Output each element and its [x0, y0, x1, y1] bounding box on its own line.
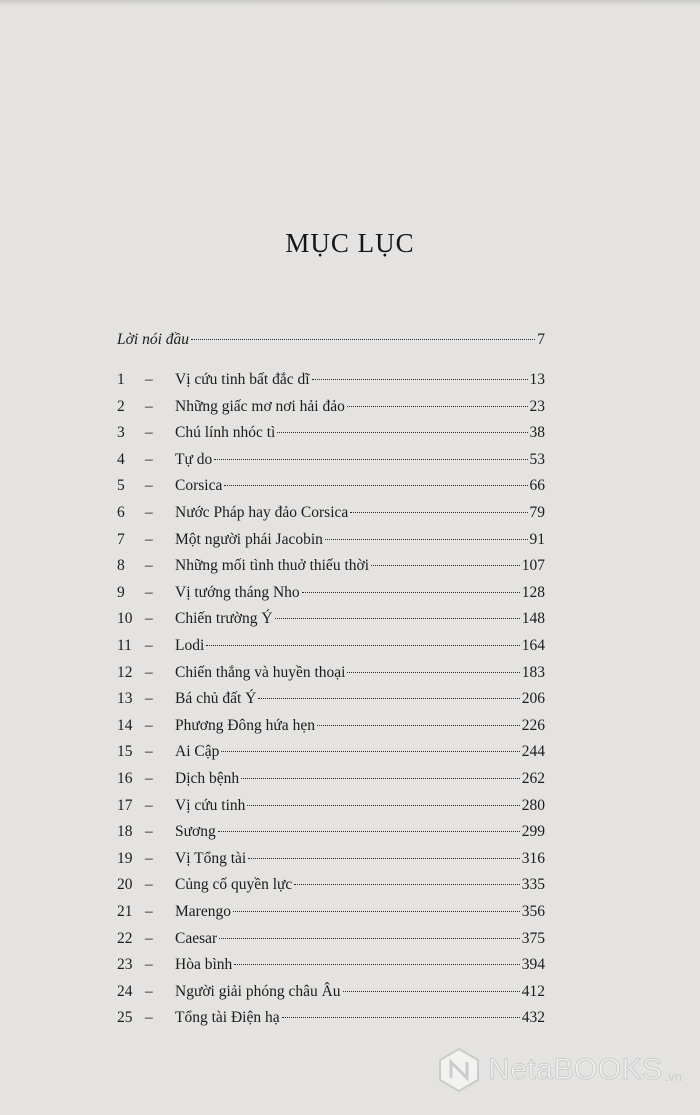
toc-entry-page: 244 [521, 743, 545, 761]
chapter-dash: – [145, 956, 153, 974]
toc-entry-chapter-2[interactable] [117, 394, 545, 420]
chapter-number: 3 [117, 424, 125, 442]
toc-entry-title: Người giải phóng châu Âu [175, 982, 341, 1000]
toc-entry-title: Vị cứu tinh bất đắc dĩ [175, 371, 310, 388]
dot-leader [317, 725, 520, 726]
dot-leader [275, 618, 520, 619]
chapter-number: 18 [117, 823, 133, 841]
toc-entry-preface[interactable] [117, 327, 545, 353]
page-title: MỤC LỤC [285, 228, 415, 258]
toc-entry-page: 394 [521, 956, 545, 974]
toc-entry-title: Ai Cập [175, 743, 220, 761]
dot-leader [312, 379, 528, 380]
toc-entry-chapter-16[interactable] [117, 766, 545, 792]
chapter-number: 19 [117, 849, 133, 867]
chapter-dash: – [145, 637, 153, 654]
toc-entry-title: Vị cứu tinh [175, 796, 246, 814]
dot-leader [224, 485, 527, 486]
chapter-dash: – [145, 504, 153, 521]
toc-entry-chapter-8[interactable] [117, 553, 545, 579]
dot-leader [347, 406, 528, 407]
toc-entry-page: 375 [521, 929, 545, 947]
watermark-brand: NetaBOOKS [488, 1053, 663, 1086]
dot-leader [277, 432, 527, 433]
toc-entry-chapter-1[interactable] [117, 367, 545, 393]
dot-leader [233, 911, 520, 912]
chapter-dash: – [145, 743, 153, 761]
toc-entry-title: Chiến thắng và huyền thoại [175, 663, 346, 681]
chapter-number: 7 [117, 530, 125, 548]
chapter-dash: – [145, 796, 153, 814]
chapter-dash: – [145, 424, 153, 442]
toc-entry-chapter-13[interactable] [117, 686, 545, 712]
toc-entry-chapter-19[interactable] [117, 846, 545, 872]
dot-leader [371, 565, 520, 566]
toc-entry-page: 91 [529, 530, 545, 548]
dot-leader [218, 831, 520, 832]
toc-entry-title: Phương Đông hứa hẹn [175, 716, 315, 734]
chapter-number: 16 [117, 770, 133, 787]
toc-entry-chapter-3[interactable] [117, 420, 545, 446]
toc-entry-page: 299 [521, 823, 545, 841]
toc-entry-chapter-24[interactable] [117, 979, 545, 1005]
dot-leader [343, 991, 520, 992]
dot-leader [206, 645, 519, 646]
toc-entry-page: 280 [521, 796, 545, 814]
toc-entry-page: 53 [529, 450, 545, 468]
toc-entry-title: Lodi [175, 637, 205, 654]
chapter-number: 23 [117, 956, 133, 974]
chapter-dash: – [145, 477, 153, 495]
toc-entry-chapter-10[interactable] [117, 606, 545, 632]
chapter-dash: – [145, 371, 153, 388]
toc-entry-title: Củng cố quyền lực [175, 876, 293, 894]
watermark-suffix: .vn [664, 1068, 682, 1084]
dot-leader [191, 339, 535, 340]
toc-entry-title: Bá chủ đất Ý [175, 690, 257, 708]
dot-leader [347, 672, 519, 673]
chapter-number: 4 [117, 450, 125, 468]
dot-leader [247, 805, 519, 806]
chapter-dash: – [145, 982, 153, 1000]
dot-leader [219, 938, 520, 939]
chapter-number: 6 [117, 504, 125, 521]
chapter-number: 1 [117, 371, 125, 388]
toc-entry-title: Dịch bệnh [175, 770, 240, 787]
dot-leader [350, 512, 527, 513]
watermark [436, 1047, 682, 1093]
dot-leader [248, 858, 520, 859]
chapter-number: 22 [117, 929, 133, 947]
toc-entry-page: 13 [529, 371, 545, 388]
chapter-dash: – [145, 716, 153, 734]
toc-entry-chapter-6[interactable] [117, 500, 545, 526]
toc-entry-title: Tổng tài Điện hạ [175, 1009, 280, 1027]
toc-entry-title: Những mối tình thuở thiếu thời [175, 557, 369, 575]
chapter-dash: – [145, 876, 153, 894]
dot-leader [302, 592, 520, 593]
chapter-dash: – [145, 690, 153, 708]
chapter-number: 21 [117, 903, 133, 920]
toc-entry-chapter-14[interactable] [117, 713, 545, 739]
toc-entry-chapter-4[interactable] [117, 447, 545, 473]
chapter-dash: – [145, 610, 153, 628]
toc-entry-chapter-11[interactable] [117, 633, 545, 659]
toc-entry-page: 316 [521, 849, 545, 867]
toc-entry-chapter-21[interactable] [117, 899, 545, 925]
chapter-number: 10 [117, 610, 133, 628]
toc-entry-chapter-15[interactable] [117, 739, 545, 765]
chapter-dash: – [145, 557, 153, 575]
toc-entry-chapter-22[interactable] [117, 926, 545, 952]
chapter-dash: – [145, 903, 153, 920]
chapter-dash: – [145, 397, 153, 415]
toc-entry-title: Một người phái Jacobin [175, 530, 323, 548]
toc-entry-title: Caesar [175, 929, 218, 947]
chapter-number: 25 [117, 1009, 133, 1027]
toc-entry-title: Sương [175, 823, 216, 841]
chapter-number: 17 [117, 796, 133, 814]
chapter-number: 2 [117, 397, 125, 415]
toc-entry-chapter-17[interactable] [117, 793, 545, 819]
toc-entry-page: 38 [529, 424, 545, 442]
toc-entry-page: 356 [521, 903, 545, 920]
chapter-number: 15 [117, 743, 133, 761]
toc-entry-title: Nước Pháp hay đảo Corsica [175, 504, 349, 521]
chapter-number: 13 [117, 690, 133, 708]
chapter-number: 9 [117, 583, 125, 601]
page-top-edge [0, 0, 700, 6]
toc-entry-page: 432 [521, 1009, 545, 1027]
chapter-dash: – [145, 450, 153, 468]
toc-entry-chapter-20[interactable] [117, 872, 545, 898]
dot-leader [234, 964, 519, 965]
toc-entry-page: 183 [521, 663, 545, 681]
toc-entry-title: Vị tướng tháng Nho [175, 583, 300, 601]
toc-entry-chapter-5[interactable] [117, 473, 545, 499]
chapter-dash: – [145, 583, 153, 601]
dot-leader [282, 1017, 520, 1018]
chapter-number: 14 [117, 716, 133, 734]
toc-entry-page: 66 [529, 477, 545, 495]
chapter-dash: – [145, 1009, 153, 1027]
toc-entry-page: 7 [537, 331, 545, 348]
toc-entry-page: 262 [521, 770, 545, 787]
chapter-number: 20 [117, 876, 133, 894]
toc-entry-title: Tự do [175, 450, 213, 468]
toc-entry-page: 128 [521, 583, 545, 601]
toc-entry-page: 107 [521, 557, 545, 575]
toc-entry-chapter-7[interactable] [117, 527, 545, 553]
toc-entry-page: 335 [521, 876, 545, 894]
chapter-dash: – [145, 823, 153, 841]
toc-entry-chapter-9[interactable] [117, 580, 545, 606]
chapter-dash: – [145, 849, 153, 867]
chapter-number: 12 [117, 663, 133, 681]
toc-entry-chapter-12[interactable] [117, 660, 545, 686]
dot-leader [258, 698, 519, 699]
toc-entry-chapter-18[interactable] [117, 819, 545, 845]
toc-entry-title: Những giấc mơ nơi hải đảo [175, 397, 345, 415]
chapter-number: 24 [117, 982, 133, 1000]
toc-entry-page: 412 [521, 982, 545, 1000]
dot-leader [214, 459, 527, 460]
toc-entry-page: 164 [521, 637, 545, 654]
toc-entry-page: 79 [529, 504, 545, 521]
toc-entry-page: 206 [521, 690, 545, 708]
chapter-dash: – [145, 929, 153, 947]
dot-leader [325, 539, 528, 540]
chapter-dash: – [145, 530, 153, 548]
toc-entry-chapter-25[interactable] [117, 1005, 545, 1031]
toc-entry-title: Lời nói đầu [117, 331, 190, 348]
dot-leader [221, 751, 519, 752]
toc-entry-page: 23 [529, 397, 545, 415]
chapter-number: 5 [117, 477, 125, 495]
chapter-dash: – [145, 663, 153, 681]
toc-entry-chapter-23[interactable] [117, 952, 545, 978]
toc-entry-title: Corsica [175, 477, 223, 495]
toc-entry-title: Vị Tổng tài [175, 849, 247, 867]
toc-entry-title: Chiến trường Ý [175, 610, 273, 628]
chapter-number: 8 [117, 557, 125, 575]
toc-entry-title: Marengo [175, 903, 231, 920]
netabooks-logo-icon [436, 1047, 482, 1093]
chapter-dash: – [145, 770, 153, 787]
dot-leader [294, 884, 519, 885]
toc-entry-title: Hòa bình [175, 956, 233, 974]
toc-entry-page: 226 [521, 716, 545, 734]
chapter-number: 11 [117, 637, 132, 654]
toc-entry-page: 148 [521, 610, 545, 628]
toc-entry-title: Chú lính nhóc tì [175, 424, 276, 442]
dot-leader [241, 778, 520, 779]
